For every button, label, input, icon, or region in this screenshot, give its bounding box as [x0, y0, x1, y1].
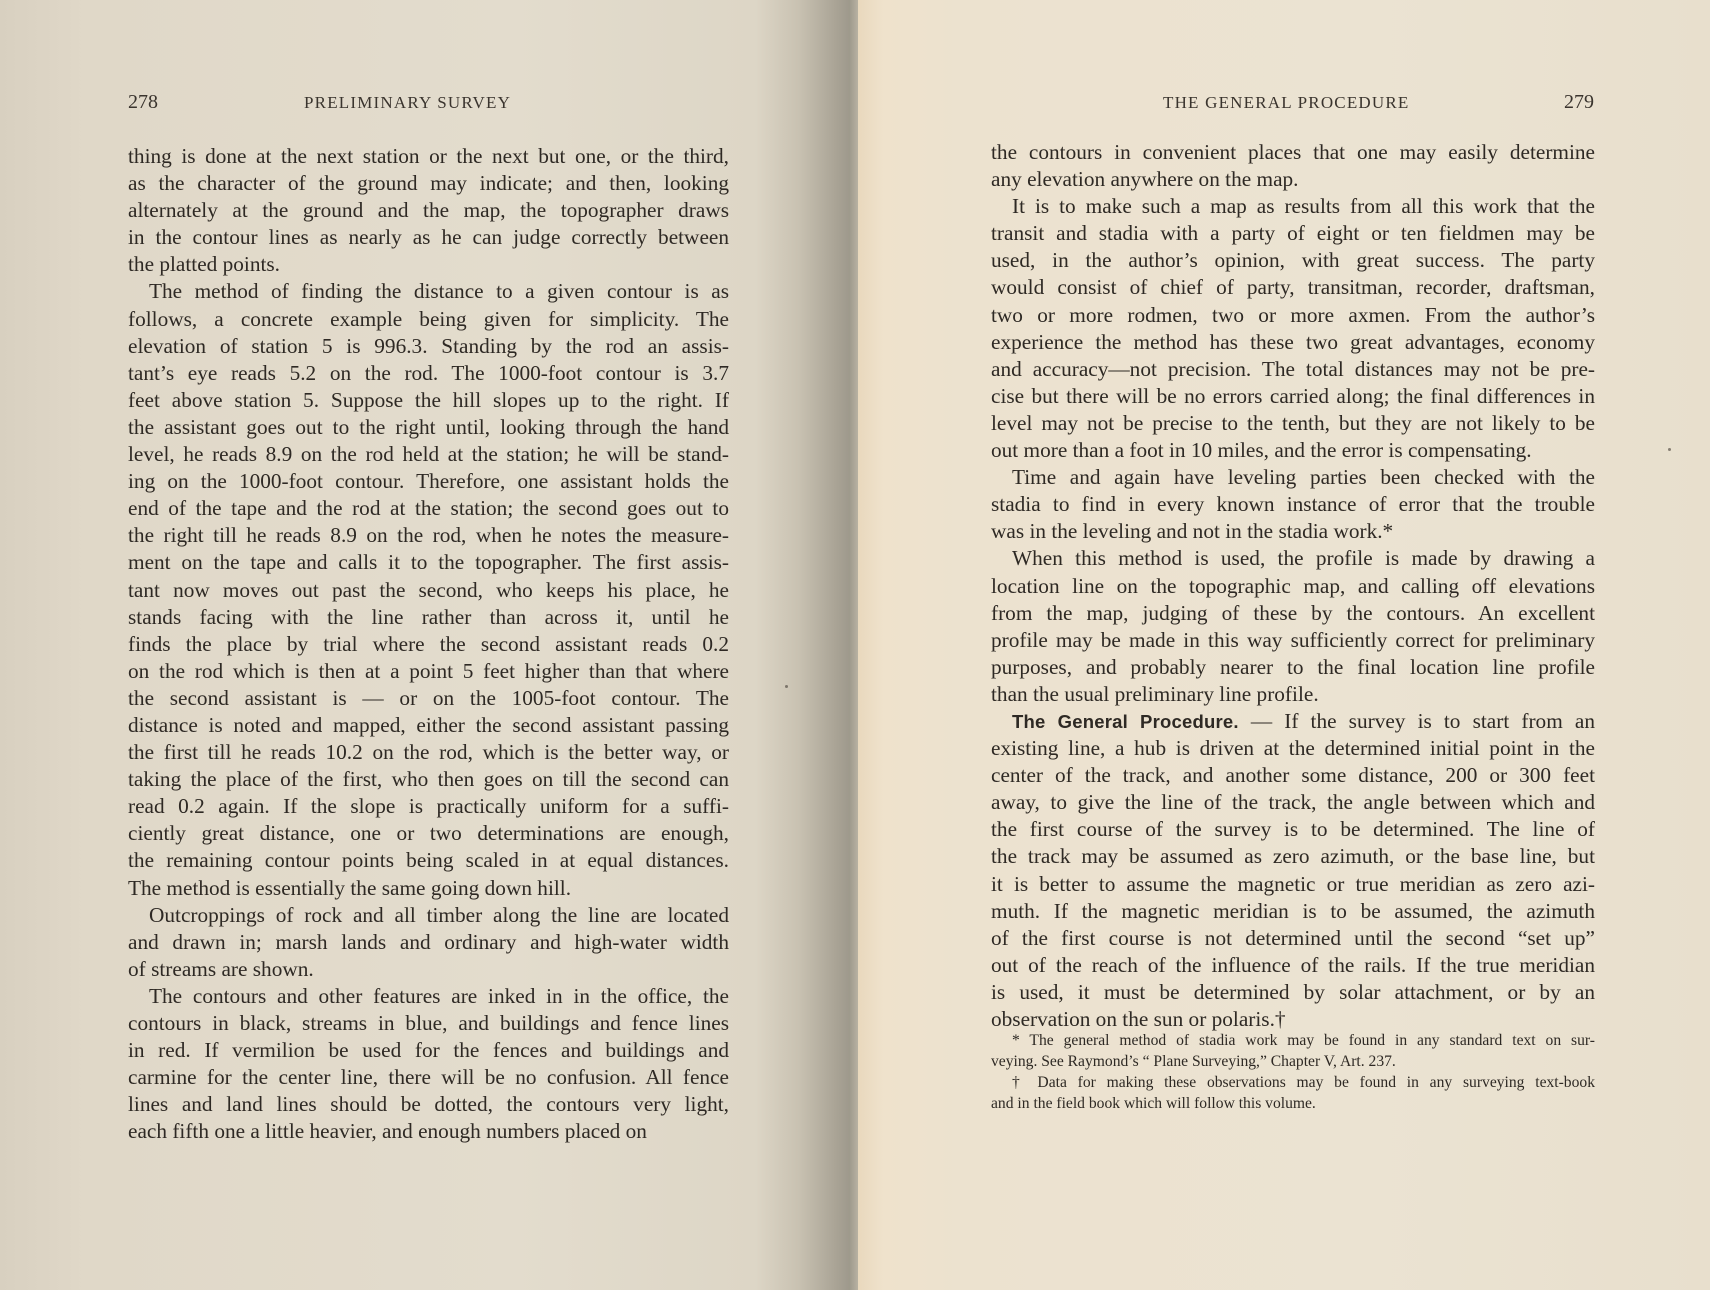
text-line: ing on the 1000-foot contour. Therefore, one assistant holds the — [128, 469, 729, 494]
text-line: out of the reach of the influence of the rails. If the true meridian — [991, 952, 1595, 977]
text-line: Outcroppings of rock and all timber along the line are located — [149, 902, 729, 927]
text-line: elevation of station 5 is 996.3. Standing by the rod an assis- — [128, 333, 729, 358]
text-line: it is better to assume the magnetic or true meridian as zero azi- — [991, 871, 1595, 896]
left-page-body — [128, 143, 729, 1145]
text-line: used, in the author’s opinion, with great success. The party — [991, 248, 1595, 273]
text-line: from the map, judging of these by the contours. An excellent — [991, 600, 1595, 625]
text-line: cise but there will be no errors carried along; the final differences in — [991, 383, 1595, 408]
text-line: the right till he reads 8.9 on the rod, when he notes the measure- — [128, 523, 729, 548]
footnote-line: and in the field book which will follow this volume. — [991, 1095, 1316, 1112]
page-number-left: 278 — [128, 91, 158, 113]
paragraph — [128, 902, 729, 983]
text-line: out more than a foot in 10 miles, and the error is compensating. — [991, 438, 1532, 463]
text-line: taking the place of the first, who then goes on till the second can — [128, 767, 729, 792]
text-line: Time and again have leveling parties been checked with the — [1012, 465, 1595, 490]
paper-speck — [785, 685, 788, 688]
text-line: distance is noted and mapped, either the second assistant passing — [128, 712, 729, 737]
text-line: It is to make such a map as results from all this work that the — [1012, 194, 1595, 219]
right-page — [858, 0, 1710, 1290]
running-head-left: PRELIMINARY SURVEY — [304, 93, 512, 112]
text-line: tant now moves out past the second, who keeps his place, he — [128, 577, 729, 602]
text-line: contours in black, streams in blue, and buildings and fence lines — [128, 1011, 729, 1035]
footnote-line: veying. See Raymond’s “ Plane Surveying,” Chapter V, Art. 237. — [991, 1053, 1396, 1070]
paragraph — [128, 143, 729, 278]
text-run: — If the survey is to start from an — [1238, 708, 1595, 733]
paragraph — [128, 983, 729, 1146]
text-line: of streams are shown. — [128, 956, 314, 981]
text-line: each fifth one a little heavier, and enough numbers placed on — [128, 1119, 647, 1144]
paragraph — [991, 139, 1595, 193]
text-line: in the contour lines as nearly as he can judge correctly between — [128, 225, 729, 250]
text-line: center of the track, and another some distance, 200 or 300 feet — [991, 763, 1595, 788]
running-head-right: THE GENERAL PROCEDURE — [1163, 93, 1410, 112]
text-line: location line on the topographic map, and calling off elevations — [991, 573, 1595, 598]
text-line: of the first course is not determined until the second “set up” — [991, 925, 1595, 950]
text-line: When this method is used, the profile is made by drawing a — [1012, 546, 1595, 571]
footnote — [991, 1030, 1595, 1072]
text-line: alternately at the ground and the map, the topographer draws — [128, 198, 729, 223]
text-line: purposes, and probably nearer to the final location line profile — [991, 654, 1595, 679]
text-line: the contours in convenient places that one may easily determine — [991, 140, 1595, 164]
text-line: The method is essentially the same going down hill. — [128, 875, 572, 900]
text-line: experience the method has these two great advantages, economy — [991, 329, 1595, 354]
text-line: ciently great distance, one or two determinations are enough, — [128, 821, 729, 846]
text-line: finds the place by trial where the second assistant reads 0.2 — [128, 631, 729, 656]
text-line: follows, a concrete example being given for simplicity. The — [128, 306, 729, 331]
text-line: observation on the sun or polaris.† — [991, 1007, 1286, 1031]
text-line: on the rod which is then at a point 5 feet higher than that where — [128, 658, 729, 683]
text-line: carmine for the center line, there will be no confusion. All fence — [128, 1065, 729, 1090]
text-line: The method of finding the distance to a given contour is as — [149, 279, 729, 304]
text-line: level, he reads 8.9 on the rod held at the station; he will be stand- — [128, 442, 729, 467]
text-line: ment on the tape and calls it to the topographer. The first assis- — [128, 550, 729, 575]
text-line: and accuracy—not precision. The total distances may not be pre- — [991, 356, 1595, 381]
text-line: transit and stadia with a party of eight or ten fieldmen may be — [991, 221, 1595, 246]
footnotes — [991, 1030, 1595, 1114]
page-number-right: 279 — [1564, 91, 1594, 113]
text-line: the assistant goes out to the right until, looking through the hand — [128, 414, 729, 439]
text-line: in red. If vermilion be used for the fences and buildings and — [128, 1038, 729, 1063]
footnote — [991, 1072, 1595, 1114]
text-line: stands facing with the line rather than across it, until he — [128, 604, 729, 629]
text-line: muth. If the magnetic meridian is to be assumed, the azimuth — [991, 898, 1595, 923]
text-line: thing is done at the next station or the next but one, or the third, — [128, 144, 729, 168]
footnote-line: † Data for making these observations may be found in any surveying text-book — [1012, 1074, 1595, 1091]
text-line: The contours and other features are inked in in the office, the — [149, 983, 729, 1008]
text-line: was in the leveling and not in the stadia work.* — [991, 519, 1394, 544]
paragraph — [991, 193, 1595, 464]
text-line: any elevation anywhere on the map. — [991, 167, 1299, 192]
text-line: end of the tape and the rod at the station; the second goes out to — [128, 496, 729, 521]
section-heading: The General Procedure. — [1012, 710, 1239, 732]
right-page-body — [991, 139, 1595, 1033]
text-line — [991, 708, 1595, 735]
text-line: tant’s eye reads 5.2 on the rod. The 1000-foot contour is 3.7 — [128, 360, 729, 385]
text-line: stadia to find in every known instance of error that the trouble — [991, 492, 1595, 517]
text-line: profile may be made in this way sufficiently correct for preliminary — [991, 627, 1595, 652]
text-line: level may not be precise to the tenth, but they are not likely to be — [991, 410, 1595, 435]
text-line: away, to give the line of the track, the angle between which and — [991, 790, 1595, 815]
paper-speck — [1668, 448, 1671, 451]
text-line: feet above station 5. Suppose the hill slopes up to the right. If — [128, 387, 729, 412]
text-line: and drawn in; marsh lands and ordinary and high-water width — [128, 929, 729, 954]
text-line: is used, it must be determined by solar attachment, or by an — [991, 979, 1595, 1004]
section-general-procedure — [991, 708, 1595, 1033]
paragraph — [128, 278, 729, 901]
paragraph — [991, 464, 1595, 545]
text-line: read 0.2 again. If the slope is practically uniform for a suffi- — [128, 794, 729, 819]
text-line: the platted points. — [128, 252, 281, 277]
text-line: the remaining contour points being scaled in at equal distances. — [128, 848, 729, 873]
text-line: would consist of chief of party, transitman, recorder, draftsman, — [991, 275, 1595, 300]
text-line: than the usual preliminary line profile. — [991, 681, 1319, 706]
text-line: as the character of the ground may indicate; and then, looking — [128, 171, 729, 196]
text-line: the second assistant is — or on the 1005-foot contour. The — [128, 685, 729, 710]
text-line: the first till he reads 10.2 on the rod, which is the better way, or — [128, 740, 729, 765]
footnote-line: * The general method of stadia work may be found in any standard text on sur- — [1012, 1032, 1595, 1049]
text-line: lines and land lines should be dotted, the contours very light, — [128, 1092, 729, 1117]
text-line: two or more rodmen, two or more axmen. From the author’s — [991, 302, 1595, 327]
paragraph — [991, 545, 1595, 708]
text-line: the first course of the survey is to be determined. The line of — [991, 817, 1595, 842]
text-line: existing line, a hub is driven at the determined initial point in the — [991, 736, 1595, 761]
text-line: the track may be assumed as zero azimuth, or the base line, but — [991, 844, 1595, 869]
